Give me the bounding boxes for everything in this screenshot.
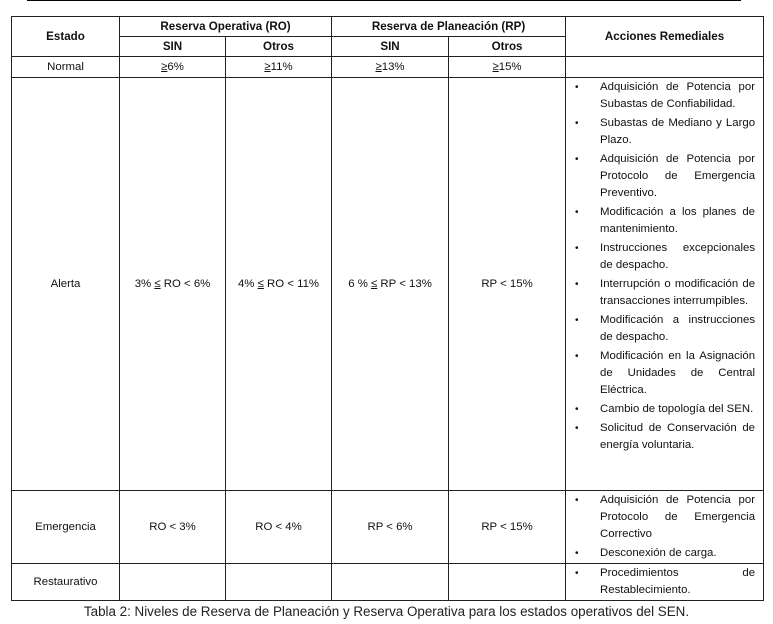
header-ro-sin: SIN (120, 37, 226, 57)
row-alerta (12, 78, 764, 491)
emergencia-acciones (566, 491, 764, 564)
action-text: Adquisición de Potencia por Protocolo de Emergencia Preventivo. (600, 153, 756, 199)
action-item (575, 276, 755, 310)
action-item (575, 565, 755, 599)
alerta-rp-otros: RP < 15% (449, 78, 566, 491)
action-text: Desconexión de carga. (600, 547, 717, 559)
bullet-icon: • (575, 279, 579, 290)
normal-rp-otros-value: 15% (498, 61, 522, 73)
action-text: Cambio de topología del SEN. (600, 403, 754, 415)
alerta-ro-sin-high: RO < 6% (160, 278, 211, 290)
top-rule (27, 0, 741, 1)
row-emergencia (12, 491, 764, 564)
estado-alerta: Alerta (12, 78, 120, 491)
alerta-acciones (566, 78, 764, 491)
alerta-ro-sin (120, 78, 226, 491)
action-item (575, 420, 755, 454)
header-reserva-planeacion: Reserva de Planeación (RP) (332, 17, 566, 37)
row-normal (12, 57, 764, 78)
alerta-rp-sin-high: RP < 13% (377, 278, 432, 290)
estado-restaurativo: Restaurativo (12, 564, 120, 601)
action-text: Solicitud de Conservación de energía voluntaria. (600, 422, 756, 451)
action-text: Procedimientos de Restablecimiento. (600, 567, 756, 596)
ge-symbol: ≥ (161, 61, 168, 73)
action-item (575, 312, 755, 346)
estado-emergencia: Emergencia (12, 491, 120, 564)
normal-ro-otros-value: 11% (270, 61, 293, 73)
normal-ro-otros (226, 57, 332, 78)
normal-rp-sin-value: 13% (381, 61, 405, 73)
normal-rp-otros (449, 57, 566, 78)
bullet-icon: • (575, 154, 579, 165)
row-restaurativo (12, 564, 764, 601)
bullet-icon: • (575, 568, 579, 579)
bullet-icon: • (575, 243, 579, 254)
action-item (575, 204, 755, 238)
action-text: Instrucciones excepcionales de despacho. (600, 242, 756, 271)
action-item (575, 348, 755, 399)
action-text: Modificación a los planes de mantenimiento. (600, 206, 756, 235)
header-rp-sin: SIN (332, 37, 449, 57)
header-row-1 (12, 17, 764, 37)
alerta-rp-sin-low: 6 % (348, 278, 371, 290)
alerta-ro-otros-high: RO < 11% (263, 278, 320, 290)
action-text: Adquisición de Potencia por Protocolo de Emergencia Correctivo (600, 494, 756, 540)
emergencia-ro-otros: RO < 4% (226, 491, 332, 564)
bullet-icon: • (575, 404, 579, 415)
header-estado: Estado (12, 17, 120, 57)
reserve-levels-table (11, 16, 764, 601)
bullet-icon: • (575, 423, 579, 434)
restaurativo-ro-sin (120, 564, 226, 601)
alerta-rp-sin (332, 78, 449, 491)
ge-symbol: ≥ (375, 61, 382, 73)
action-item (575, 115, 755, 149)
bullet-icon: • (575, 548, 579, 559)
le-symbol: ≤ (154, 278, 161, 290)
header-rp-otros: Otros (449, 37, 566, 57)
bullet-icon: • (575, 495, 579, 506)
header-acciones-remediales: Acciones Remediales (566, 17, 764, 57)
action-text: Subastas de Mediano y Largo Plazo. (600, 117, 756, 146)
action-item (575, 151, 755, 202)
emergencia-rp-otros: RP < 15% (449, 491, 566, 564)
alerta-ro-otros (226, 78, 332, 491)
action-item (575, 240, 755, 274)
restaurativo-actions-list (566, 565, 763, 599)
header-reserva-operativa: Reserva Operativa (RO) (120, 17, 332, 37)
alerta-ro-sin-low: 3% (134, 278, 155, 290)
action-text: Adquisición de Potencia por Subastas de Confiabilidad. (600, 81, 756, 110)
emergencia-ro-sin: RO < 3% (120, 491, 226, 564)
le-symbol: ≤ (371, 278, 378, 290)
action-text: Modificación a instrucciones de despacho. (600, 314, 756, 343)
bullet-icon: • (575, 82, 579, 93)
action-item (575, 492, 755, 543)
ge-symbol: ≥ (264, 61, 271, 73)
action-item (575, 79, 755, 113)
action-item (575, 545, 755, 562)
header-ro-otros: Otros (226, 37, 332, 57)
restaurativo-acciones (566, 564, 764, 601)
action-text: Interrupción o modificación de transacciones interrumpibles. (600, 278, 756, 307)
bullet-icon: • (575, 351, 579, 362)
le-symbol: ≤ (257, 278, 264, 290)
action-item (575, 401, 755, 418)
emergencia-rp-sin: RP < 6% (332, 491, 449, 564)
bullet-icon: • (575, 118, 579, 129)
alerta-ro-otros-low: 4% (237, 278, 258, 290)
estado-normal: Normal (12, 57, 120, 78)
restaurativo-ro-otros (226, 564, 332, 601)
alerta-actions-list (566, 79, 763, 454)
emergencia-actions-list (566, 492, 763, 562)
action-text: Modificación en la Asignación de Unidades de Central Eléctrica. (600, 350, 756, 396)
ge-symbol: ≥ (492, 61, 499, 73)
bullet-icon: • (575, 207, 579, 218)
normal-acciones (566, 57, 764, 78)
restaurativo-rp-otros (449, 564, 566, 601)
normal-ro-sin-value: 6% (167, 61, 184, 73)
table-caption: Tabla 2: Niveles de Reserva de Planeación y Reserva Operativa para los estados operativos del SEN. (83, 604, 690, 619)
normal-rp-sin (332, 57, 449, 78)
normal-ro-sin (120, 57, 226, 78)
bullet-icon: • (575, 315, 579, 326)
restaurativo-rp-sin (332, 564, 449, 601)
